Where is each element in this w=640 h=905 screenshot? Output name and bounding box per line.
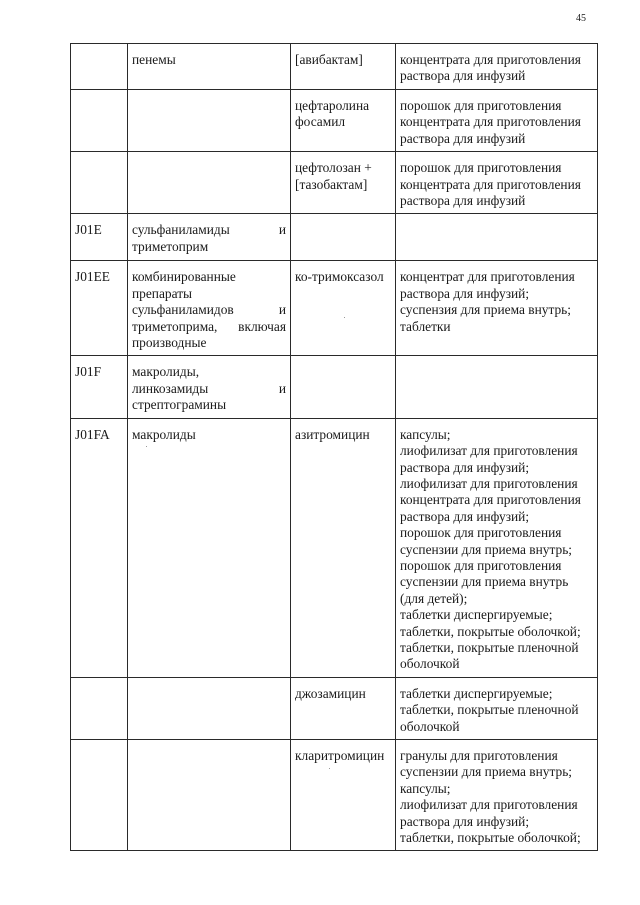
form-line: оболочкой [400, 656, 460, 672]
atc-code-cell [71, 44, 128, 90]
atc-code-cell: J01EE [71, 261, 128, 356]
dosage-forms-cell [396, 677, 598, 739]
table-row [71, 418, 598, 677]
group-line: препараты [132, 285, 193, 301]
scan-speck [344, 317, 345, 318]
table-row [71, 740, 598, 851]
substance-cell [291, 740, 396, 851]
group-line: сульфаниламиды и [132, 222, 286, 238]
substance-cell [291, 418, 396, 677]
atc-code-cell [71, 90, 128, 152]
form-line: капсулы; [400, 426, 451, 442]
dosage-forms-cell [396, 152, 598, 214]
atc-code-cell: J01E [71, 214, 128, 261]
dosage-forms-cell [396, 214, 598, 261]
group-line: триметоприм [132, 238, 209, 254]
table-row [71, 214, 598, 261]
form-line: раствора для инфузий; [400, 813, 530, 829]
form-line: гранулы для приготовления [400, 748, 558, 763]
substance-line: цефтаролина [295, 98, 370, 113]
dosage-forms-cell [396, 418, 598, 677]
table-row [71, 356, 598, 418]
group-cell [128, 152, 291, 214]
dosage-forms-cell [396, 356, 598, 418]
table-row [71, 152, 598, 214]
form-line: таблетки, покрытые оболочкой; [400, 623, 581, 639]
form-line: порошок для приготовления [400, 557, 562, 573]
form-line: порошок для приготовления [400, 160, 562, 176]
group-cell [128, 418, 291, 677]
dosage-forms-cell [396, 44, 598, 90]
form-line: концентрат для приготовления [400, 269, 575, 285]
form-line: порошок для приготовления [400, 98, 562, 113]
group-cell [128, 740, 291, 851]
form-line: таблетки диспергируемые; [400, 607, 553, 623]
group-cell [128, 214, 291, 261]
drug-table [70, 43, 598, 851]
form-line: концентрата для приготовления [400, 52, 581, 67]
group-line: триметоприма, включая [132, 318, 286, 334]
atc-code-cell: J01FA [71, 418, 128, 677]
group-line: макролиды [132, 426, 196, 442]
form-line: раствора для инфузий; [400, 459, 530, 475]
substance-cell [291, 356, 396, 418]
form-line: таблетки, покрытые пленочной [400, 702, 579, 718]
form-line: лиофилизат для приготовления [400, 443, 578, 459]
form-line: концентрата для приготовления [400, 114, 581, 130]
group-line: стрептограмины [132, 397, 227, 413]
substance-line: азитромицин [295, 426, 370, 442]
group-cell [128, 677, 291, 739]
form-line: раствора для инфузий; [400, 285, 530, 301]
atc-code-cell [71, 152, 128, 214]
form-line: лиофилизат для приготовления [400, 797, 578, 813]
group-cell [128, 90, 291, 152]
table-row [71, 90, 598, 152]
form-line: таблетки, покрытые оболочкой; [400, 830, 581, 846]
group-line: комбинированные [132, 269, 236, 285]
group-cell [128, 44, 291, 90]
substance-cell [291, 677, 396, 739]
form-line: таблетки [400, 318, 451, 334]
scan-speck [146, 446, 147, 447]
form-line: таблетки, покрытые пленочной [400, 639, 579, 655]
form-line: лиофилизат для приготовления [400, 475, 578, 491]
substance-line: кларитромицин [295, 748, 385, 763]
substance-line: фосамил [295, 114, 346, 130]
group-cell [128, 261, 291, 356]
atc-code-cell [71, 740, 128, 851]
substance-cell [291, 90, 396, 152]
substance-line: цефтолозан + [295, 160, 372, 176]
atc-code-cell [71, 677, 128, 739]
substance-cell [291, 261, 396, 356]
substance-cell [291, 214, 396, 261]
scan-speck [329, 768, 330, 769]
form-line: суспензии для приема внутрь [400, 574, 569, 590]
form-line: раствора для инфузий [400, 130, 526, 146]
form-line: (для детей); [400, 590, 468, 606]
group-cell [128, 356, 291, 418]
form-line: капсулы; [400, 780, 451, 796]
group-line: сульфаниламидов и [132, 302, 286, 318]
form-line: суспензии для приема внутрь; [400, 541, 573, 557]
substance-line: ко-тримоксазол [295, 269, 384, 285]
form-line: порошок для приготовления [400, 525, 562, 541]
dosage-forms-cell [396, 90, 598, 152]
atc-code-cell: J01F [71, 356, 128, 418]
table-row [71, 44, 598, 90]
substance-line: джозамицин [295, 685, 366, 701]
group-line: макролиды, [132, 364, 200, 380]
form-line: концентрата для приготовления [400, 492, 581, 508]
page-number: 45 [576, 13, 586, 24]
group-line: пенемы [132, 52, 176, 67]
form-line: оболочкой [400, 718, 460, 734]
form-line: таблетки диспергируемые; [400, 685, 553, 701]
substance-cell [291, 44, 396, 90]
dosage-forms-cell [396, 261, 598, 356]
table-row [71, 677, 598, 739]
group-line: производные [132, 335, 207, 351]
substance-line: [тазобактам] [295, 176, 368, 192]
form-line: концентрата для приготовления [400, 176, 581, 192]
form-line: раствора для инфузий [400, 193, 526, 209]
group-line: линкозамиды и [132, 380, 286, 396]
dosage-forms-cell [396, 740, 598, 851]
substance-cell [291, 152, 396, 214]
substance-line: [авибактам] [295, 52, 363, 67]
form-line: суспензия для приема внутрь; [400, 302, 572, 318]
form-line: раствора для инфузий [400, 68, 526, 84]
table-row [71, 261, 598, 356]
form-line: раствора для инфузий; [400, 508, 530, 524]
form-line: суспензии для приема внутрь; [400, 764, 573, 780]
